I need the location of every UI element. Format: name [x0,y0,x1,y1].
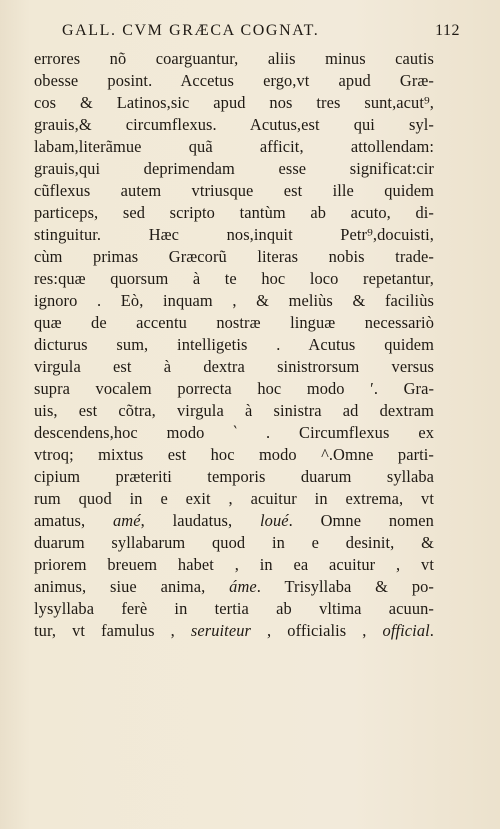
text-line [34,334,434,356]
text-line [34,202,434,224]
text-line [34,70,434,92]
text-run: dicturus sum, intelligetis . Acutus quidem [34,335,434,354]
text-run: quæ de accentu nostræ linguæ necessariò [34,313,434,332]
text-run: res:quæ quorsum à te hoc loco repetantur, [34,269,434,288]
text-run: amatus, [34,511,114,530]
text-line [34,400,434,422]
text-run: virgula est à dextra sinistrorsum versus [34,357,434,376]
text-run: grauis,& circumflexus. Acutus,est qui syl- [34,115,434,134]
text-run: cos & Latinos,sic apud nos tres sunt,acut⁹, [34,93,434,112]
body-text [34,48,434,642]
text-line [34,598,434,620]
text-run: vtroq; mixtus est hoc modo ^.Omne parti- [34,445,434,464]
text-run: cipium præteriti temporis duarum syllaba [34,467,434,486]
text-run: animus, siue anima, [34,577,230,596]
text-line [34,378,434,400]
italic-word: loué [260,511,289,530]
running-head [62,22,460,44]
text-run: uis, est cõtra, virgula à sinistra ad dextram [34,401,434,420]
page-number: 112 [435,22,460,39]
text-run: duarum syllabarum quod in e desinit, & [34,533,434,552]
text-run: obesse posint. Accetus ergo,vt apud Græ- [34,71,434,90]
text-run: cũflexus autem vtriusque est ille quidem [34,181,434,200]
text-line [34,158,434,180]
text-run: . Omne nomen [288,511,434,530]
text-line [34,466,434,488]
text-line [34,356,434,378]
text-line [34,532,434,554]
text-line [34,290,434,312]
text-line [34,444,434,466]
text-run: supra vocalem porrecta hoc modo ′. Gra- [34,379,434,398]
italic-word: official [382,621,430,640]
text-line [34,268,434,290]
text-line [34,246,434,268]
text-run: lysyllaba ferè in tertia ab vltima acuun- [34,599,434,618]
italic-word: seruiteur [190,621,251,640]
text-line [34,620,434,642]
text-run: grauis,qui deprimendam esse significat:cir [34,159,434,178]
running-head-title: GALL. CVM GRÆCA COGNAT. [62,22,320,39]
text-line [34,136,434,158]
text-line [34,48,434,70]
text-line [34,488,434,510]
text-run: particeps, sed scripto tantùm ab acuto, di- [34,203,434,222]
text-line [34,554,434,576]
text-line [34,576,434,598]
text-line [34,114,434,136]
text-run: priorem breuem habet , in ea acuitur , vt [34,555,434,574]
text-run: cùm primas Græcorũ literas nobis trade- [34,247,434,266]
text-line [34,180,434,202]
text-run: , laudatus, [140,511,261,530]
text-run: . Trisyllaba & po- [256,577,434,596]
text-run: errores nõ coarguantur, aliis minus cautis [34,49,434,68]
text-run: . [429,621,434,640]
text-run: stinguitur. Hæc nos,inquit Petr⁹,docuisti, [34,225,434,244]
text-run: rum quod in e exit , acuitur in extrema, vt [34,489,434,508]
text-run: labam,literãmue quã afficit, attollendam: [34,137,434,156]
italic-word: amé [113,511,141,530]
text-line [34,510,434,532]
text-run: descendens,hoc modo ‵ . Circumflexus ex [34,423,434,442]
text-run: ignoro . Eò, inquam , & meliùs & faciliùs [34,291,434,310]
text-line [34,92,434,114]
text-run: , officialis , [250,621,383,640]
text-line [34,224,434,246]
text-run: tur, vt famulus , [34,621,191,640]
text-line [34,312,434,334]
italic-word: áme [229,577,257,596]
text-line [34,422,434,444]
